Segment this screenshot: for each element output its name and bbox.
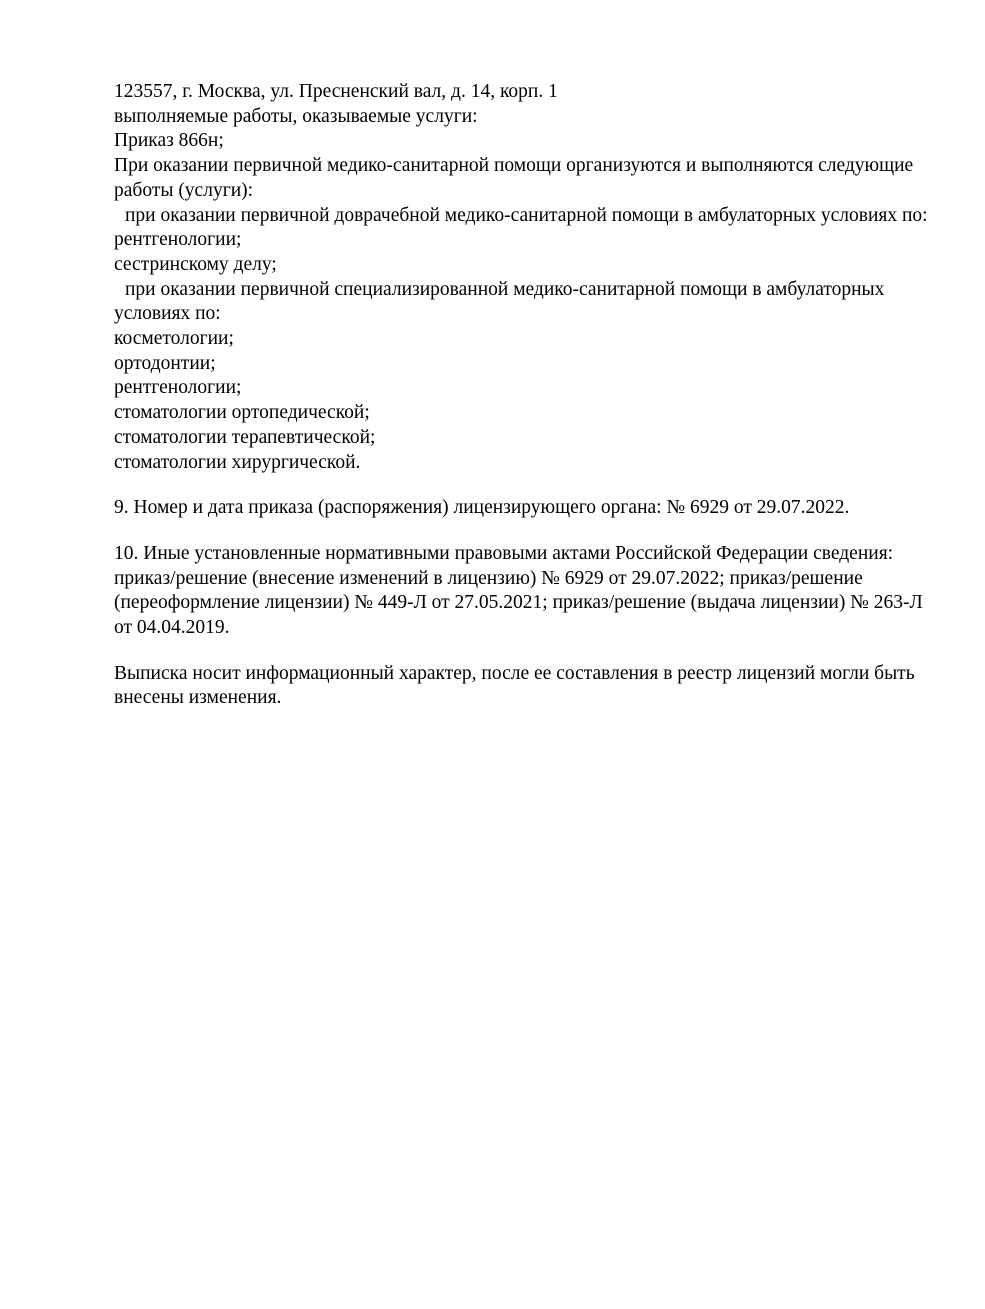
pre-medical-care-intro: при оказании первичной доврачебной медико-санитарной помощи в амбулаторных условиях по: <box>125 204 928 226</box>
primary-care-intro: При оказании первичной медико-санитарной помощи организуются и выполняются следующие работы (услуги): <box>114 155 914 201</box>
specialized-service-item: стоматологии терапевтической; <box>114 426 376 448</box>
section-9-order-number-line: 9. Номер и дата приказа (распоряжения) лицензирующего органа: № 6929 от 29.07.2022. <box>114 497 850 519</box>
specialized-service-item: рентгенологии; <box>114 377 242 399</box>
pre-medical-service-item: сестринскому делу; <box>114 253 277 275</box>
specialized-service-item: косметологии; <box>114 328 234 350</box>
license-extract-document <box>114 80 933 711</box>
specialized-service-item: ортодонтии; <box>114 352 216 374</box>
specialized-service-item: стоматологии ортопедической; <box>114 402 370 424</box>
address-line: 123557, г. Москва, ул. Пресненский вал, д. 14, корп. 1 <box>114 81 558 102</box>
section-10-other-info: 10. Иные установленные нормативными правовыми актами Российской Федерации сведения: приказ/решение (внесение изменений в лицензию) № 6929 от 29.07.2022; приказ/решение (переоформление лицензии) № 449-Л от 27.05.2021; приказ/решение (выдача лицензии) № 263-Л от 04.04.2019. <box>114 542 923 639</box>
order-reference-line: Приказ 866н; <box>114 130 224 152</box>
pre-medical-service-item: рентгенологии; <box>114 229 242 251</box>
disclaimer-note: Выписка носит информационный характер, после ее составления в реестр лицензий могли быть внесены изменения. <box>114 662 915 709</box>
specialized-care-intro: при оказании первичной специализированной медико-санитарной помощи в амбулаторных условиях по: <box>114 278 885 325</box>
works-services-header: выполняемые работы, оказываемые услуги: <box>114 105 478 127</box>
specialized-service-item: стоматологии хирургической. <box>114 451 361 473</box>
